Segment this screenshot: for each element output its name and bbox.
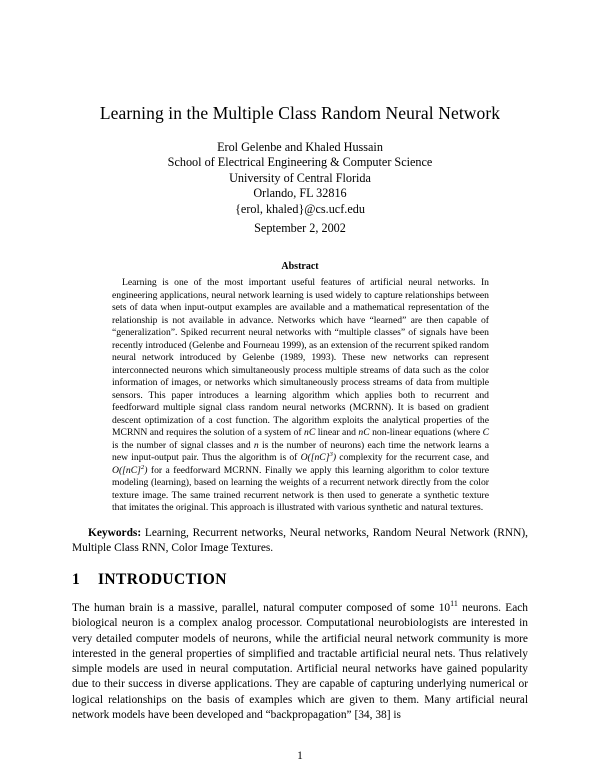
math-c: C bbox=[482, 427, 489, 438]
author-university: University of Central Florida bbox=[229, 170, 371, 185]
abstract-segment: is the number of signal classes and bbox=[112, 439, 254, 451]
author-email: {erol, khaled}@cs.ucf.edu bbox=[235, 201, 365, 216]
math-complexity-base: O([nC] bbox=[112, 464, 141, 476]
abstract-segment: for a feedforward MCRNN. Finally we apply this learning algorithm to color texture modeling (learning), based on learning the weights of a recurrent network directly from the color texture image. The same trained recurrent network is then used to generate a synthetic texture that imitates the original. This approach is illustrated with various synthetic and natural textures. bbox=[112, 464, 489, 513]
keywords-text: Learning, Recurrent networks, Neural networks, Random Neural Network (RNN), Multiple Class RNN, Color Image Textures. bbox=[72, 527, 528, 554]
abstract-segment: non-linear equations (where bbox=[369, 427, 483, 438]
math-complexity-close: ) bbox=[144, 464, 148, 476]
keywords-paragraph bbox=[72, 526, 528, 556]
abstract-text bbox=[112, 277, 489, 515]
author-block bbox=[0, 140, 600, 217]
math-complexity-feedforward bbox=[112, 465, 147, 476]
author-school: School of Electrical Engineering & Computer Science bbox=[167, 155, 433, 170]
math-nc: nC bbox=[358, 427, 370, 438]
math-exponent: 3 bbox=[329, 450, 333, 458]
math-complexity-base: O([nC] bbox=[300, 452, 330, 463]
math-exponent: 2 bbox=[140, 463, 145, 471]
introduction-paragraph bbox=[72, 601, 528, 723]
math-exponent: 11 bbox=[450, 599, 458, 609]
section-heading-introduction bbox=[72, 571, 227, 589]
math-complexity-recurrent bbox=[301, 452, 336, 463]
abstract-segment: is the number of neurons) each time the network learns a new input-output pair. Thus the algorithm is of bbox=[112, 439, 489, 463]
math-complexity-close: ) bbox=[332, 452, 337, 463]
math-nc: nC bbox=[304, 427, 316, 438]
paper-date: September 2, 2002 bbox=[254, 221, 346, 235]
paper-title: Learning in the Multiple Class Random Neural Network bbox=[99, 103, 501, 123]
abstract-segment: Learning is one of the most important useful features of artificial neural networks. In engineering applications, neural network learning is used widely to capture relationships between sets of data when input-output examples are available and a mathematical representation of the relationship is not available in advance. Networks which have “learned” are then capable of “generalization”. Spiked recurrent neural networks with “multiple classes” of signals have been recently introduced (Gelenbe and Fourneau 1999), as an extension of the recurrent spiked random neural network introduced by Gelenbe (1989, 1993). These new networks can represent interconnected neurons which simultaneously process multiple streams of data such as the color information of images, or networks which simultaneously process streams of data from multiple sensors. This paper introduces a learning algorithm which applies both to recurrent and feedforward multiple signal class random neural networks (MCRNN). It is based on gradient descent optimization of a cost function. The algorithm exploits the analytical properties of the MCRNN and requires the solution of a system of bbox=[112, 277, 489, 438]
intro-segment: The human brain is a massive, parallel, natural computer composed of some 10 bbox=[72, 602, 451, 614]
keywords-label: Keywords: bbox=[88, 527, 142, 539]
abstract-segment: complexity for the recurrent case, and bbox=[336, 452, 489, 463]
math-n: n bbox=[253, 439, 259, 451]
author-location: Orlando, FL 32816 bbox=[253, 186, 347, 201]
abstract-heading: Abstract bbox=[281, 261, 319, 272]
author-names: Erol Gelenbe and Khaled Hussain bbox=[217, 140, 383, 154]
abstract-segment: linear and bbox=[315, 427, 359, 438]
intro-segment: neurons. Each biological neuron is a complex analog processor. Computational neurobiologists are interested in very detailed computer models of neurons, while the artificial neural network community is more interested in the general properties of simplified and tractable artificial neural nets. Thus relatively simple models are used in neural computation. Artificial neural networks have gained popularity due to their success in diverse applications. They are capable of capturing underlying numerical or logical relationships on the basis of examples which are given to them. Many artificial neural network models have been developed and “backpropagation” [34, 38] is bbox=[72, 602, 528, 722]
section-title: INTRODUCTION bbox=[98, 571, 227, 588]
page-number: 1 bbox=[297, 750, 303, 762]
section-number: 1 bbox=[72, 571, 81, 588]
